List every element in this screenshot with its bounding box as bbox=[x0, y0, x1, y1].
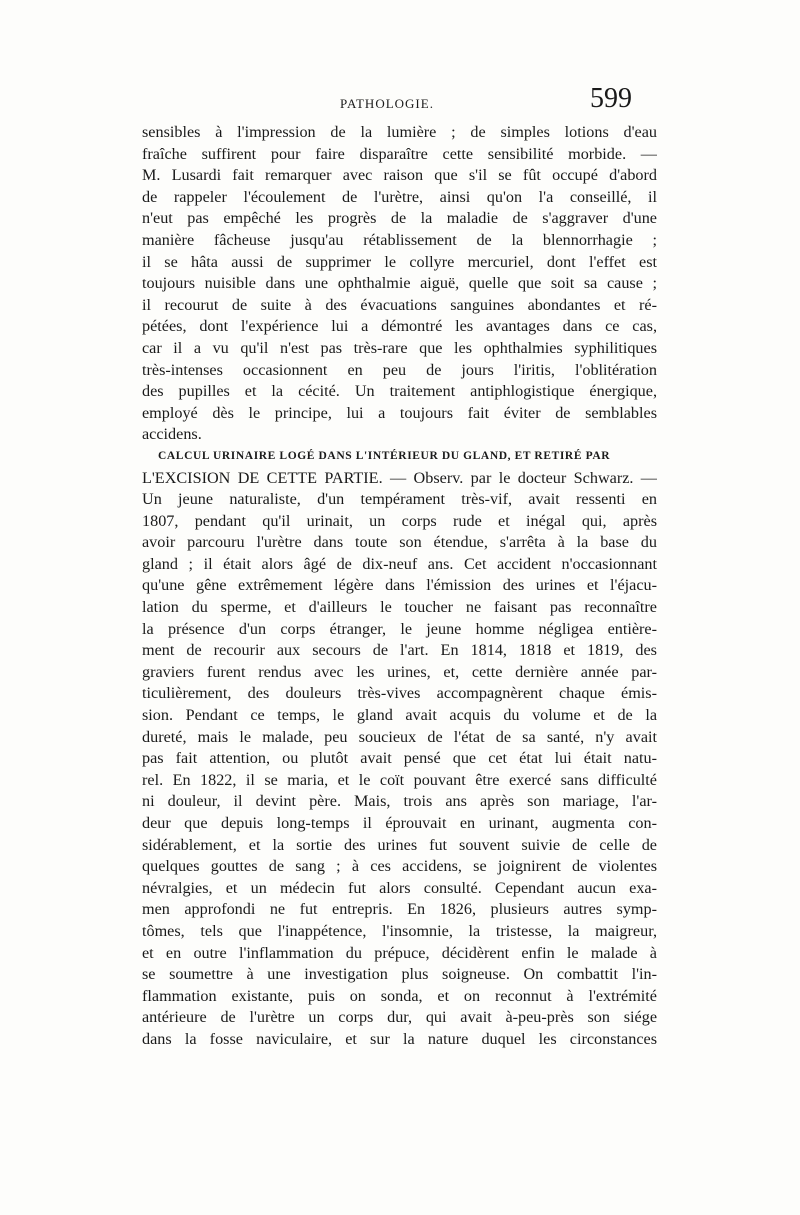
text-line: deur que depuis long-temps il éprouvait en urinant, augmenta con- bbox=[142, 814, 657, 832]
text-line: très-intenses occasionnent en peu de jours l'iritis, l'oblitération bbox=[142, 360, 657, 379]
text-line: toujours nuisible dans une ophthalmie aiguë, quelle que soit sa cause ; bbox=[142, 274, 657, 293]
text-line: gland ; il était alors âgé de dix-neuf ans. Cet accident n'occasionnant bbox=[142, 554, 657, 573]
text-line: Un jeune naturaliste, d'un tempérament très-vif, avait ressenti en bbox=[142, 490, 657, 509]
text-line: lation du sperme, et d'ailleurs le toucher ne faisant pas reconnaître bbox=[142, 598, 657, 617]
text-line: la présence d'un corps étranger, le jeune homme négligea entière- bbox=[142, 619, 657, 638]
text-line: se soumettre à une investigation plus soigneuse. On combattit l'in- bbox=[142, 965, 657, 984]
text-line: accidens. bbox=[142, 425, 202, 444]
text-line: sion. Pendant ce temps, le gland avait acquis du volume et de la bbox=[142, 706, 657, 725]
text-line: ment de recourir aux secours de l'art. En 1814, 1818 et 1819, des bbox=[142, 641, 657, 660]
text-line: n'eut pas empêché les progrès de la maladie de s'aggraver d'une bbox=[142, 209, 657, 228]
text-line: pas fait attention, ou plutôt avait pensé que cet état lui était natu- bbox=[142, 749, 657, 768]
text-line: avoir parcouru l'urètre dans toute son étendue, s'arrêta à la base du bbox=[142, 533, 657, 552]
text-line: manière fâcheuse jusqu'au rétablissement de la blennorrhagie ; bbox=[142, 230, 657, 249]
text-line: qu'une gêne extrêmement légère dans l'émission des urines et l'éjacu- bbox=[142, 576, 657, 595]
text-line: il se hâta aussi de supprimer le collyre mercuriel, dont l'effet est bbox=[142, 252, 657, 271]
text-line: sidérablement, et la sortie des urines fut souvent suivie de celle de bbox=[142, 835, 657, 854]
text-line: de rappeler l'écoulement de l'urètre, ainsi qu'on l'a conseillé, il bbox=[142, 187, 657, 206]
text-line: névralgies, et un médecin fut alors consulté. Cependant aucun exa- bbox=[142, 878, 657, 897]
text-line: dans la fosse naviculaire, et sur la nature duquel les circonstances bbox=[142, 1029, 657, 1048]
text-line: men approfondi ne fut entrepris. En 1826, plusieurs autres symp- bbox=[142, 900, 657, 919]
body-text bbox=[142, 122, 657, 1051]
text-line: L'EXCISION DE CETTE PARTIE. — Observ. par le docteur Schwarz. — bbox=[142, 468, 657, 487]
text-line: dureté, mais le malade, peu soucieux de l'état de sa santé, n'y avait bbox=[142, 727, 657, 746]
text-line: ni douleur, il devint père. Mais, trois ans après son mariage, l'ar- bbox=[142, 792, 657, 811]
text-line: pétées, dont l'expérience lui a démontré les avantages dans ce cas, bbox=[142, 317, 657, 336]
text-line: sensibles à l'impression de la lumière ; de simples lotions d'eau bbox=[142, 123, 657, 141]
text-line: graviers furent rendus avec les urines, et, cette dernière année par- bbox=[142, 662, 657, 681]
text-line: flammation existante, puis on sonda, et on reconnut à l'extrémité bbox=[142, 986, 657, 1005]
text-line: tômes, tels que l'inappétence, l'insomnie, la tristesse, la maigreur, bbox=[142, 921, 657, 940]
text-line: M. Lusardi fait remarquer avec raison que s'il se fût occupé d'abord bbox=[142, 166, 657, 185]
text-line: il recourut de suite à des évacuations sanguines abondantes et ré- bbox=[142, 295, 657, 314]
text-line: des pupilles et la cécité. Un traitement antiphlogistique énergique, bbox=[142, 382, 657, 401]
text-line: ticulièrement, des douleurs très-vives accompagnèrent chaque émis- bbox=[142, 684, 657, 703]
text-line: fraîche suffirent pour faire disparaître cette sensibilité morbide. — bbox=[142, 144, 657, 163]
running-title: PATHOLOGIE. bbox=[340, 96, 434, 111]
text-line: et en outre l'inflammation du prépuce, décidèrent enfin le malade à bbox=[142, 943, 657, 962]
section-heading: CALCUL URINAIRE LOGÉ DANS L'INTÉRIEUR DU GLAND, ET RETIRÉ PAR bbox=[158, 449, 611, 462]
text-line: quelques gouttes de sang ; à ces accidens, se joignirent de violentes bbox=[142, 857, 657, 876]
text-line: car il a vu qu'il n'est pas très-rare que les ophthalmies syphilitiques bbox=[142, 338, 657, 357]
text-line: 1807, pendant qu'il urinait, un corps rude et inégal qui, après bbox=[142, 511, 657, 530]
text-line: antérieure de l'urètre un corps dur, qui avait à-peu-près son siége bbox=[142, 1008, 657, 1027]
text-line: rel. En 1822, il se maria, et le coït pouvant être exercé sans difficulté bbox=[142, 770, 657, 789]
page-number: 599 bbox=[590, 83, 632, 114]
text-line: employé dès le principe, lui a toujours fait éviter de semblables bbox=[142, 403, 657, 422]
